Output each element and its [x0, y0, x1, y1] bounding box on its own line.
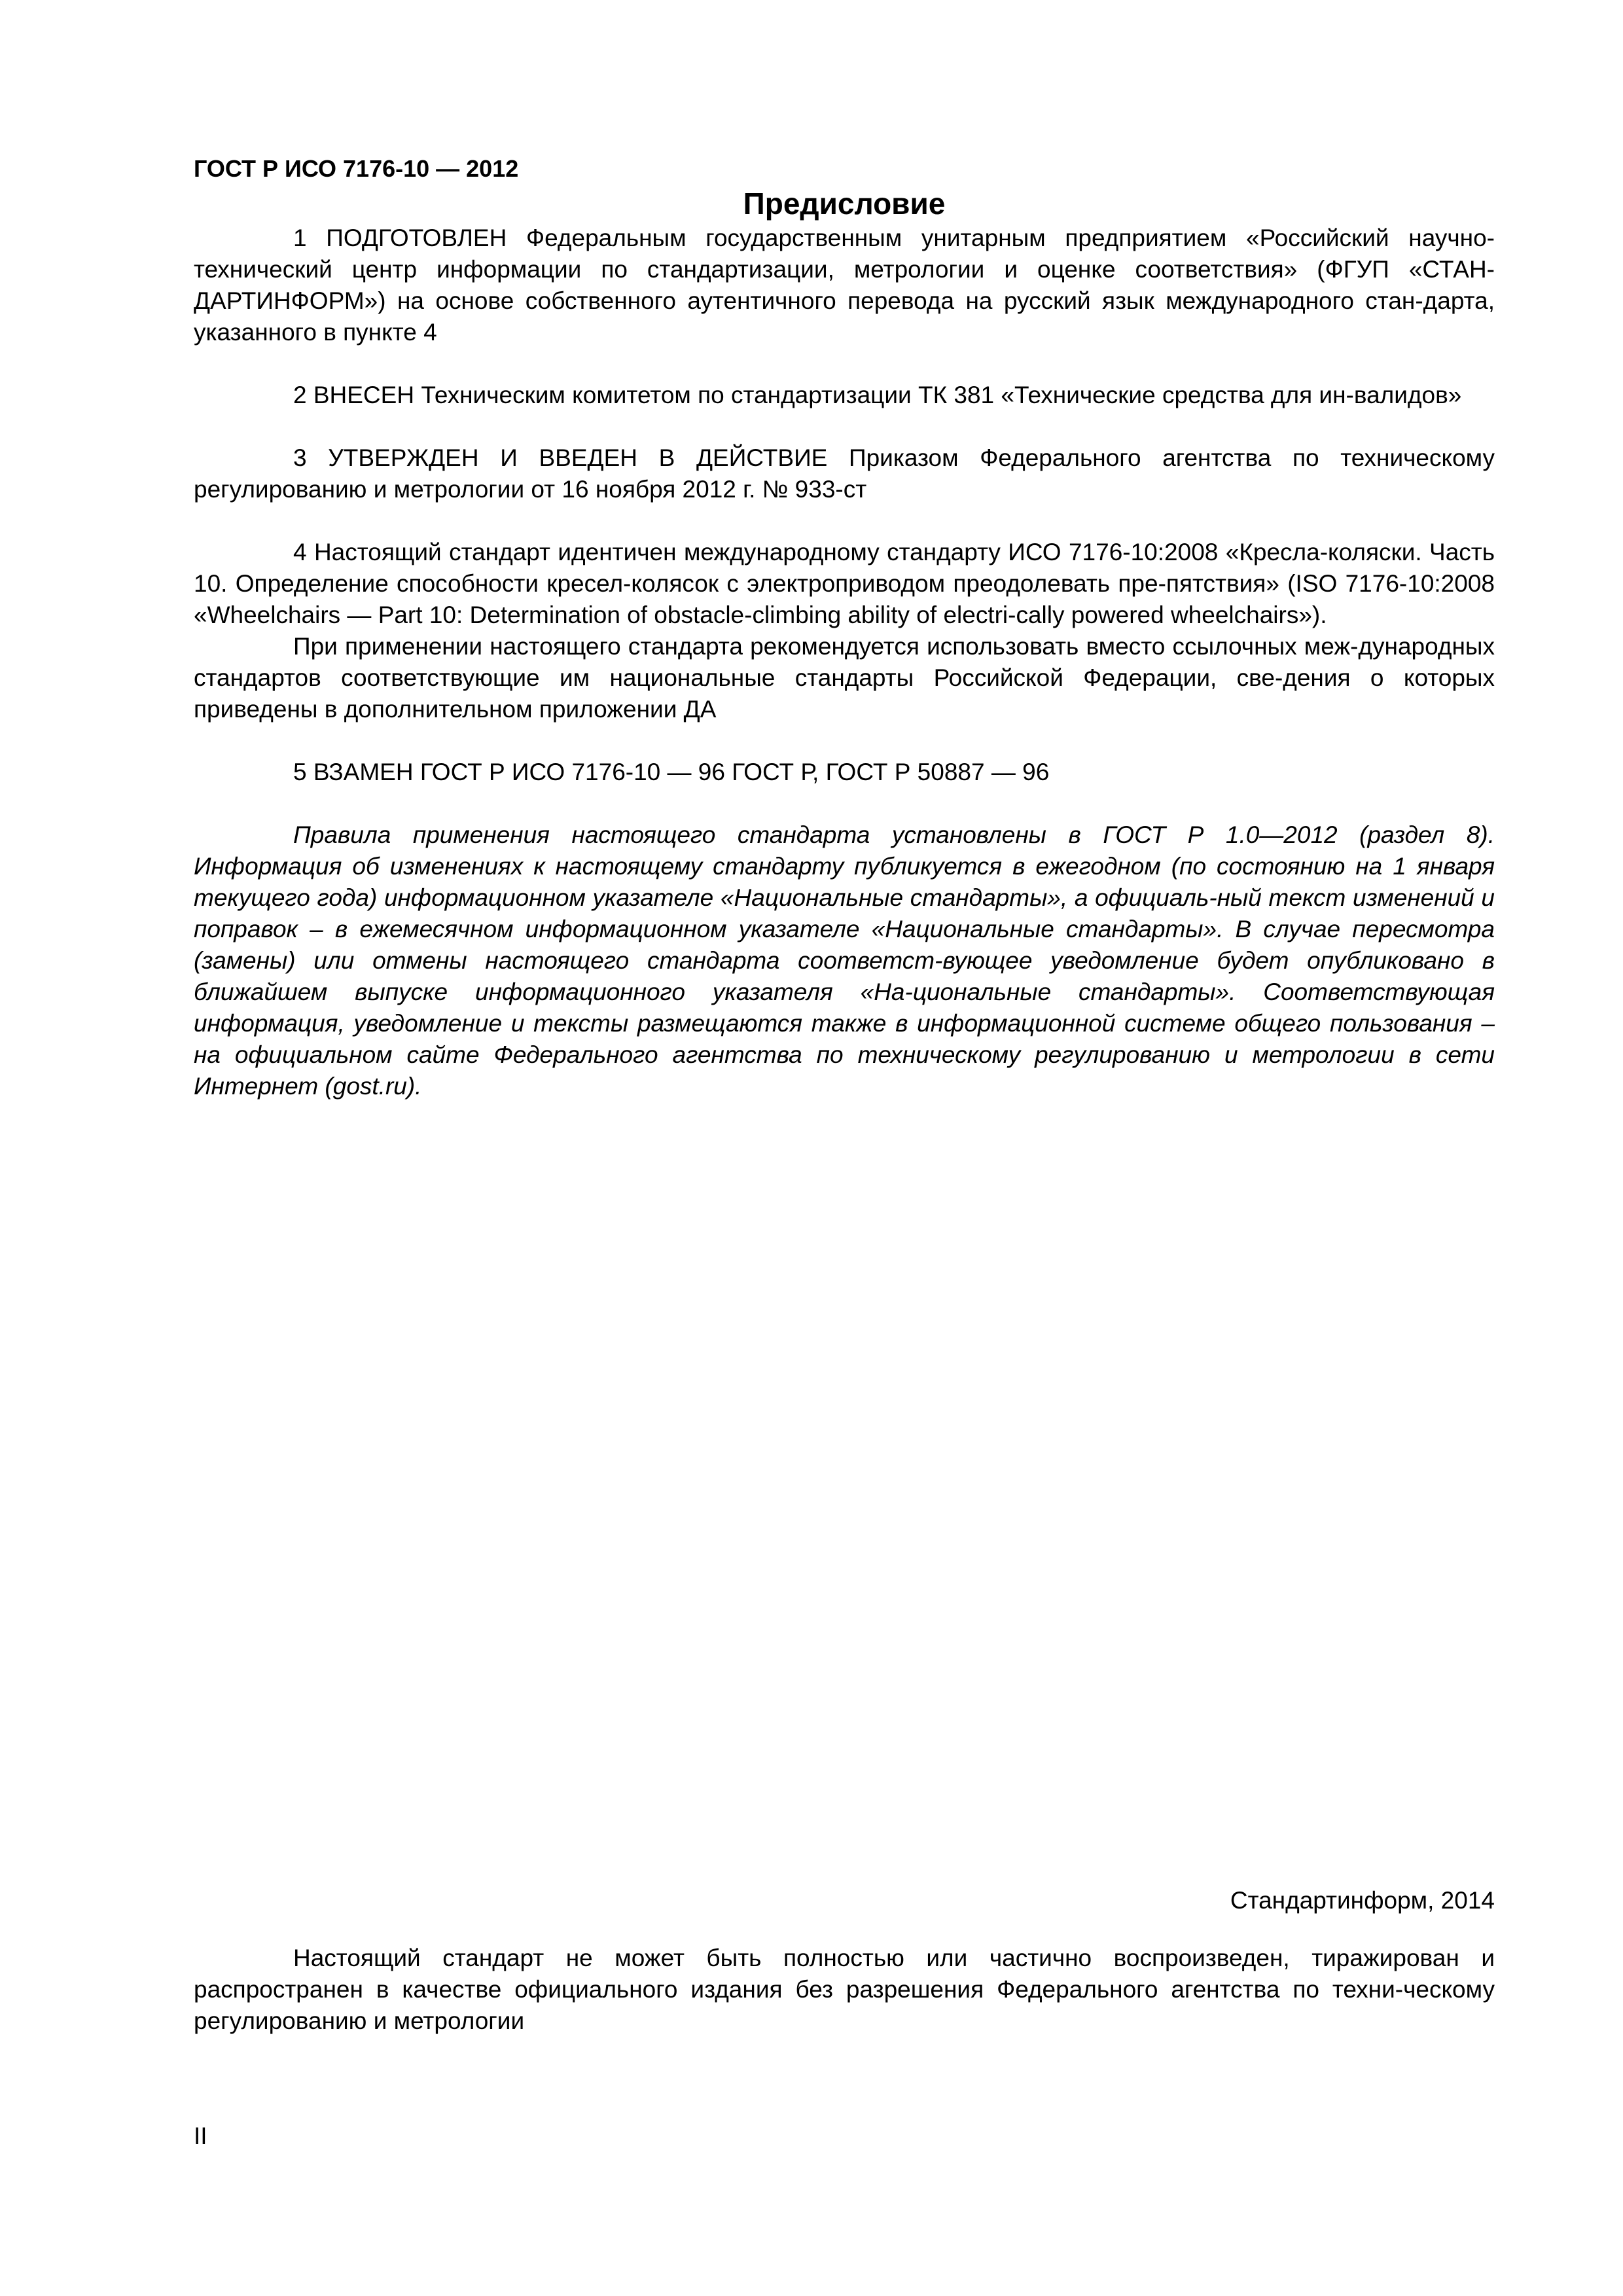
publisher-line: Стандартинформ, 2014 — [1230, 1887, 1495, 1914]
copyright-text: Настоящий стандарт не может быть полностью или частично воспроизведен, тиражирован и распространен в качестве официального издания без разрешения Федерального агентства по техни-ческому регулированию и метрологии — [194, 1945, 1495, 2034]
page-title: Предисловие — [743, 187, 946, 221]
paragraph-reference-standards: При применении настоящего стандарта рекомендуется использовать вместо ссылочных меж-дународных стандартов соответствующие им национальные стандарты Российской Федерации, све-дения о которых приведены в дополнительном приложении ДА — [194, 633, 1495, 723]
preface-body — [194, 223, 1495, 1102]
paragraph-replaces: 5 ВЗАМЕН ГОСТ Р ИСО 7176-10 — 96 ГОСТ Р, ГОСТ Р 50887 — 96 — [293, 759, 1050, 785]
paragraph-application-rules: Правила применения настоящего стандарта установлены в ГОСТ Р 1.0—2012 (раздел 8). Информация об изменениях к настоящему стандарту публикуется в ежегодном (по состоянию на 1 января текущего года) информационном указателе «Национальные стандарты», а официаль-ный текст изменений и поправок – в ежемесячном информационном указателе «Национальные стандарты». В случае пересмотра (замены) или отмены настоящего стандарта соответст-вующее уведомление будет опубликовано в ближайшем выпуске информационного указателя «На-циональные стандарты». Соответствующая информация, уведомление и тексты размещаются также в информационной системе общего пользования – на официальном сайте Федерального агентства по техническому регулированию и метрологии в сети Интернет (gost.ru). — [194, 821, 1495, 1100]
standard-designation: ГОСТ Р ИСО 7176-10 — 2012 — [194, 155, 519, 182]
copyright-notice — [194, 1943, 1495, 2037]
paragraph-submitted-by: 2 ВНЕСЕН Техническим комитетом по стандартизации ТК 381 «Технические средства для ин-валидов» — [293, 382, 1462, 408]
paragraph-approved: 3 УТВЕРЖДЕН И ВВЕДЕН В ДЕЙСТВИЕ Приказом Федерального агентства по техническому регулированию и метрологии от 16 ноября 2012 г. № 933-ст — [194, 444, 1495, 503]
paragraph-prepared-by: 1 ПОДГОТОВЛЕН Федеральным государственным унитарным предприятием «Российский научно-технический центр информации по стандартизации, метрологии и оценке соответствия» (ФГУП «СТАН-ДАРТИНФОРМ») на основе собственного аутентичного перевода на русский язык международного стан-дарта, указанного в пункте 4 — [194, 224, 1495, 346]
page-number: II — [194, 2123, 207, 2149]
paragraph-identical-standard: 4 Настоящий стандарт идентичен международному стандарту ИСО 7176-10:2008 «Кресла-коляски. Часть 10. Определение способности кресел-колясок с электроприводом преодолевать пре-пятствия» (ISO 7176-10:2008 «Wheelchairs — Part 10: Determination of obstacle-climbing ability of electri-cally powered wheelchairs»). — [194, 539, 1495, 628]
